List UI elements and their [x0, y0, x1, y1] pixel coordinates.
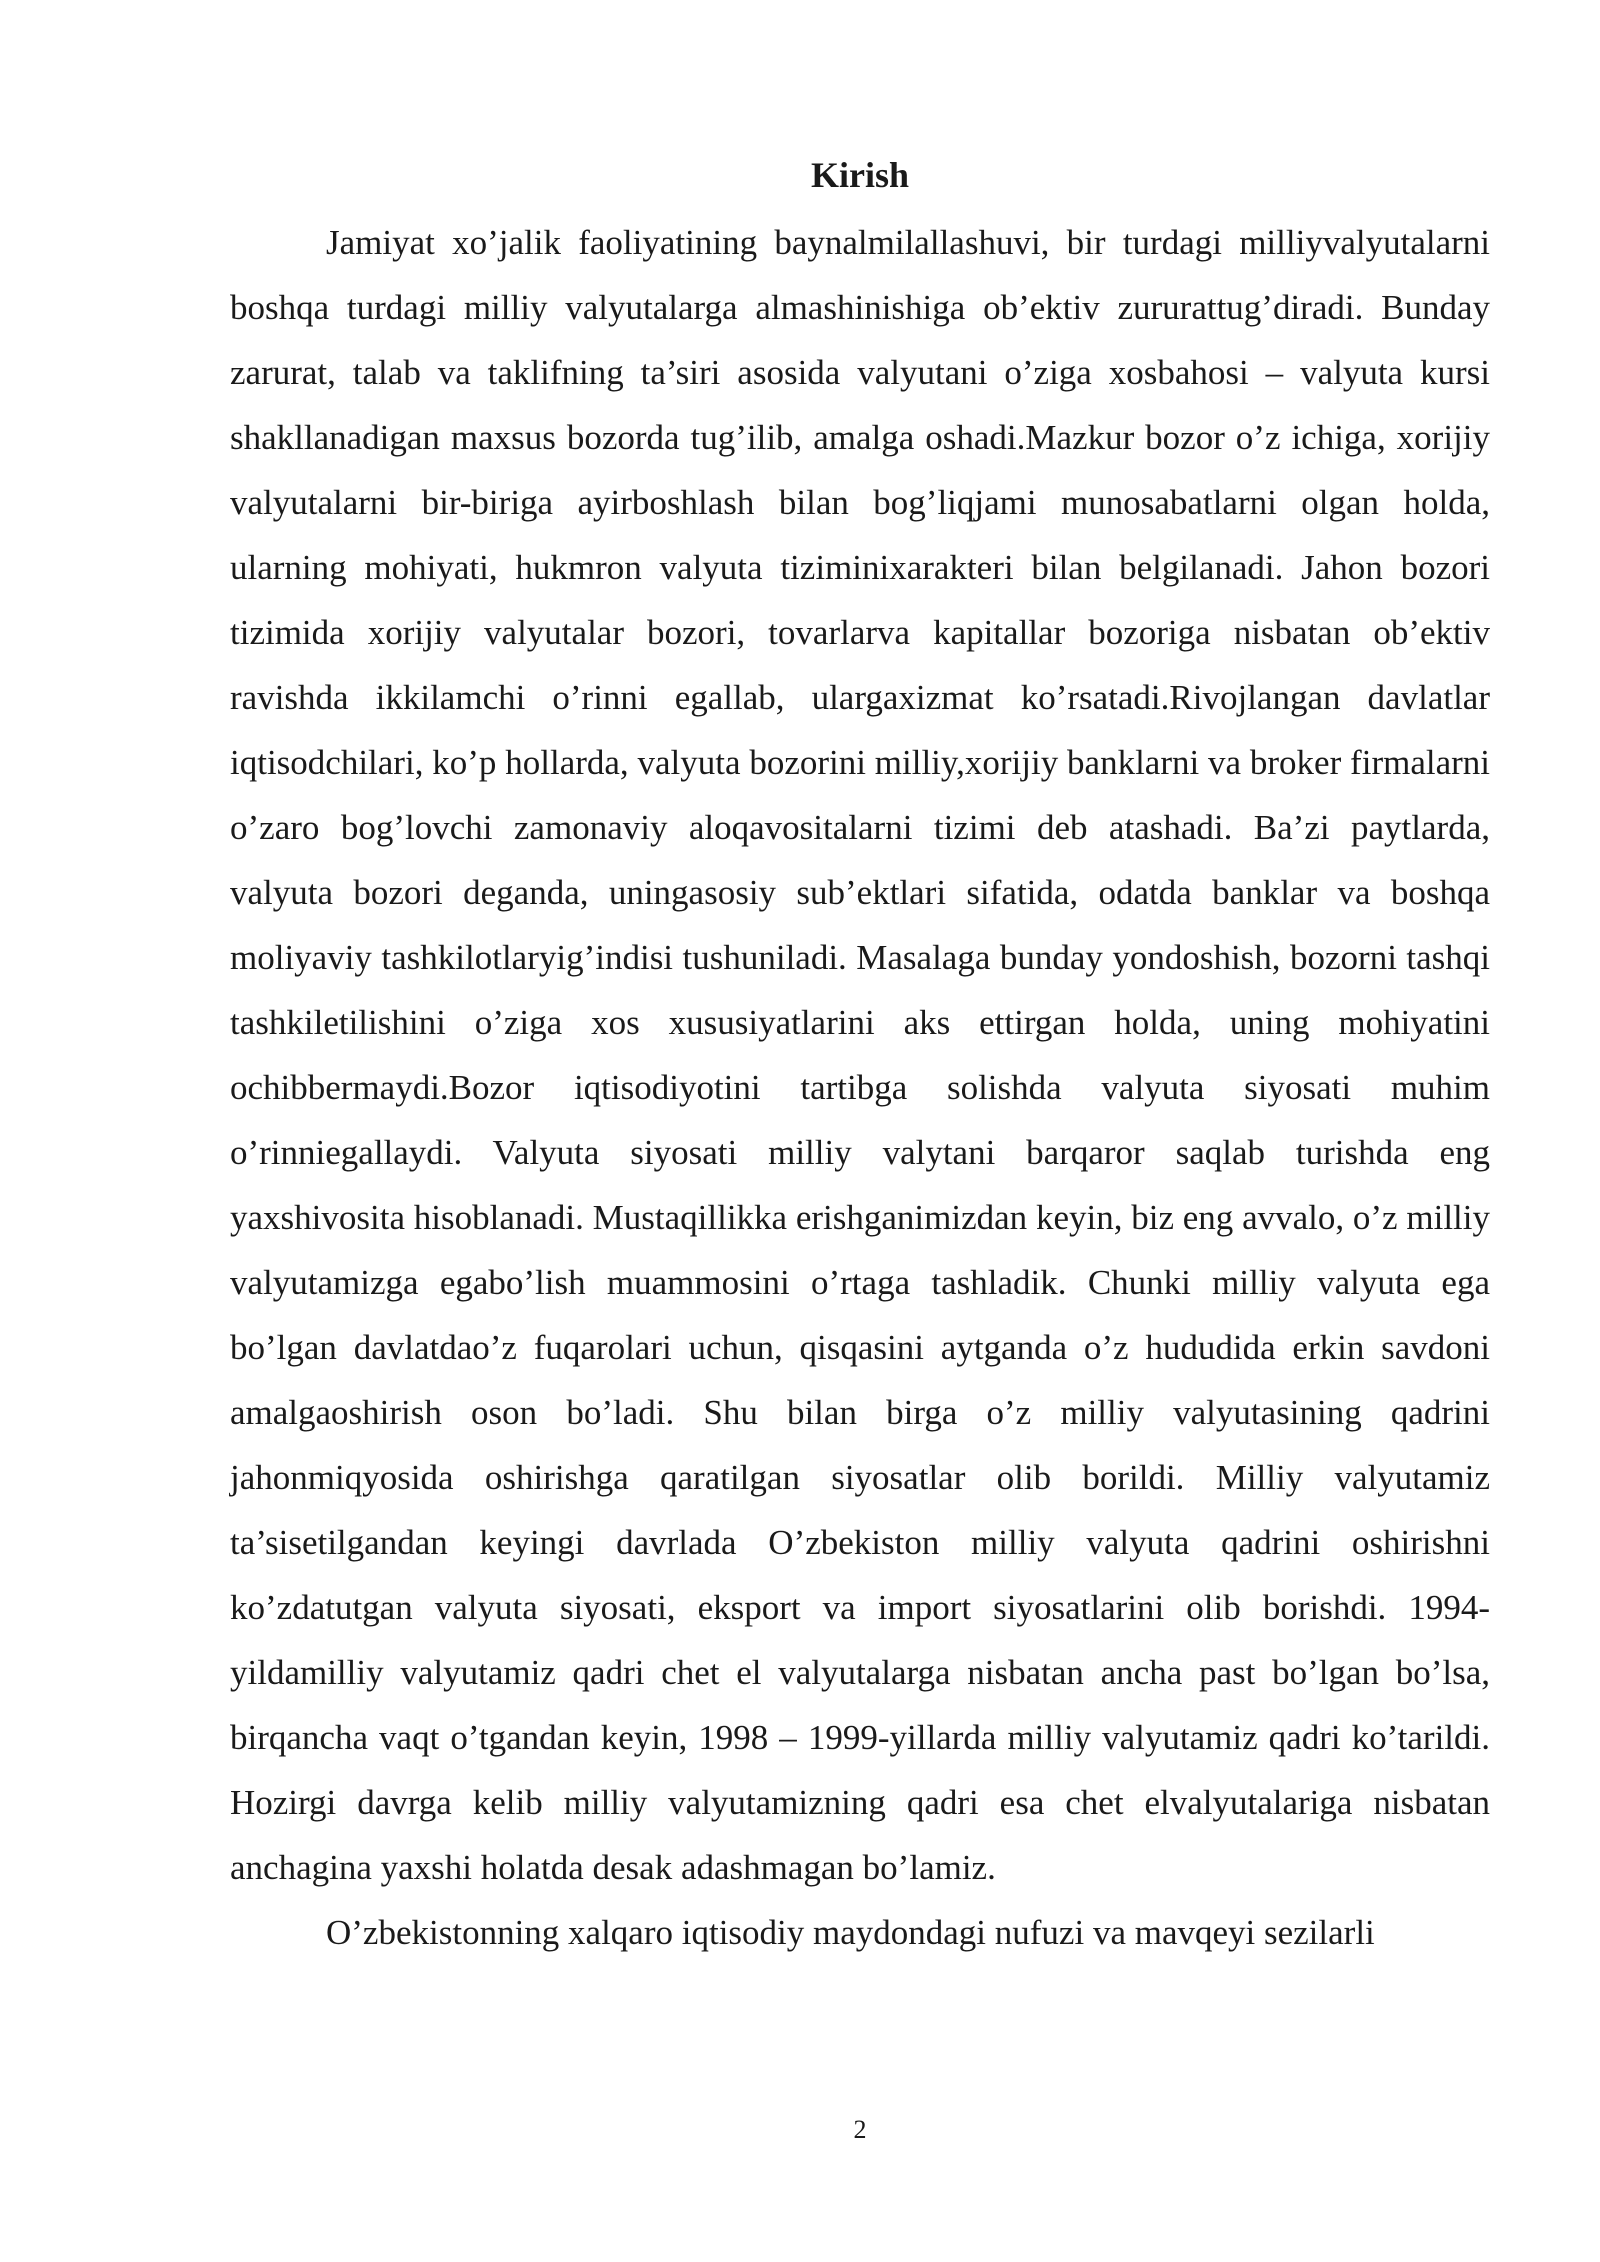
paragraph-1: Jamiyat xo’jalik faoliyatining baynalmilallashuvi, bir turdagi milliyvalyutalarni boshqa turdagi milliy valyutalarga almashinishiga ob’ektiv zururattug’diradi. Bunday zarurat, talab va taklifning ta’siri asosida valyutani o’ziga xosbahosi – valyuta kursi shakllanadigan maxsus bozorda tug’ilib, amalga oshadi.Mazkur bozor o’z ichiga, xorijiy valyutalarni bir-biriga ayirboshlash bilan bog’liqjami munosabatlarni olgan holda, ularning mohiyati, hukmron valyuta tiziminixarakteri bilan belgilanadi. Jahon bozori tizimida xorijiy valyutalar bozori, tovarlarva kapitallar bozoriga nisbatan ob’ektiv ravishda ikkilamchi o’rinni egallab, ulargaxizmat ko’rsatadi.Rivojlangan davlatlar iqtisodchilari, ko’p hollarda, valyuta bozorini milliy,xorijiy banklarni va broker firmalarni o’zaro bog’lovchi zamonaviy aloqavositalarni tizimi deb atashadi. Ba’zi paytlarda, valyuta bozori deganda, uningasosiy sub’ektlari sifatida, odatda banklar va boshqa moliyaviy tashkilotlaryig’indisi tushuniladi. Masalaga bunday yondoshish, bozorni tashqi tashkiletilishini o’ziga xos xususiyatlarini aks ettirgan holda, uning mohiyatini ochibbermaydi.Bozor iqtisodiyotini tartibga solishda valyuta siyosati muhim o’rinniegallaydi. Valyuta siyosati milliy valytani barqaror saqlab turishda eng yaxshivosita hisoblanadi. Mustaqillikka erishganimizdan keyin, biz eng avvalo, o’z milliy valyutamizga egabo’lish muammosini o’rtaga tashladik. Chunki milliy valyuta ega bo’lgan davlatdao’z fuqarolari uchun, qisqasini aytganda o’z hududida erkin savdoni amalgaoshirish oson bo’ladi. Shu bilan birga o’z milliy valyutasining qadrini jahonmiqyosida oshirishga qaratilgan siyosatlar olib borildi. Milliy valyutamiz ta’sisetilgandan keyingi davrlada O’zbekiston milliy valyuta qadrini oshirishni ko’zdatutgan valyuta siyosati, eksport va import siyosatlarini olib borishdi. 1994-yildamilliy valyutamiz qadri chet el valyutalarga nisbatan ancha past bo’lgan bo’lsa, birqancha vaqt o’tgandan keyin, 1998 – 1999-yillarda milliy valyutamiz qadri ko’tarildi. Hozirgi davrga kelib milliy valyutamizning qadri esa chet elvalyutalariga nisbatan anchagina yaxshi holatda desak adashmagan bo’lamiz. [230, 223, 1490, 1887]
paragraph-2: O’zbekistonning xalqaro iqtisodiy maydondagi nufuzi va mavqeyi sezilarli [326, 1913, 1375, 1952]
page-number: 2 [853, 2115, 867, 2144]
body-text [230, 210, 1490, 1965]
section-heading: Kirish [810, 155, 909, 195]
